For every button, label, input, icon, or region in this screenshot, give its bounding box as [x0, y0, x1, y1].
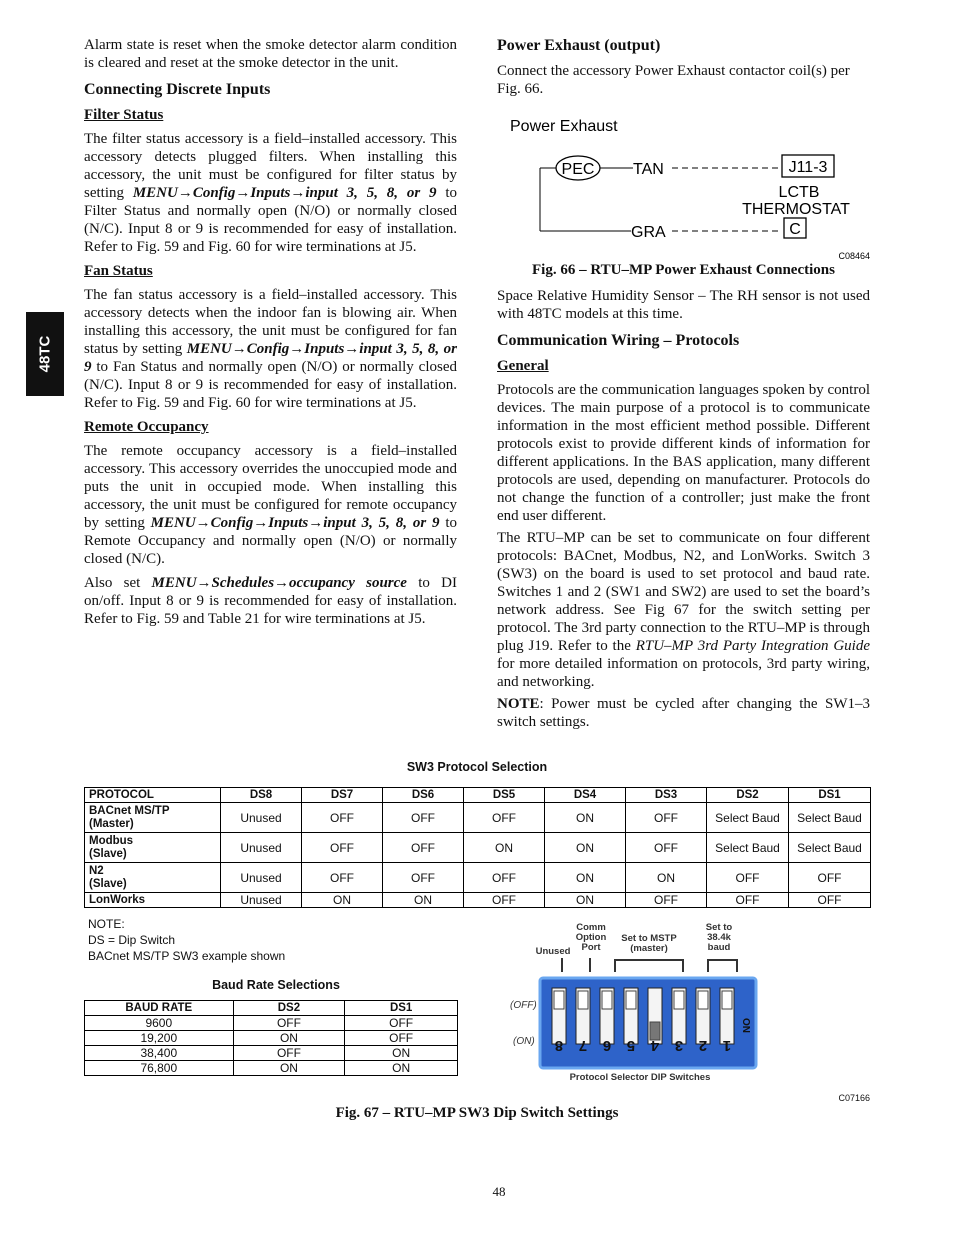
remote-occupancy-paragraph [84, 442, 457, 568]
fig67-caption: Fig. 67 – RTU–MP SW3 Dip Switch Settings [335, 1105, 619, 1121]
sw3-header-row [85, 788, 871, 803]
baud-header-ds1: DS1 [345, 1001, 458, 1016]
baud-header-ds2: DS2 [233, 1001, 345, 1016]
fan-text-b: to Fan Status and normally open (N/O) or normally closed (N/C). Input 8 or 9 is recommended for easy of installation. Refer to Fig. 59 and Fig. 60 for wire terminations at J5. [84, 359, 457, 411]
alarm-paragraph: Alarm state is reset when the smoke detector alarm condition is cleared and reset at the smoke detector in the unit. [84, 37, 457, 71]
baud-body [85, 1016, 458, 1076]
label-set-to-mstp: Set to MSTP (master) [621, 933, 677, 954]
filter-status-heading: Filter Status [84, 107, 164, 123]
table-cell: OFF [707, 863, 789, 893]
dip-switch-row [552, 988, 751, 1054]
occ-text-a: The remote occupancy accessory is a field–installed accessory. This accessory overrides the unoccupied mode and puts the unit in occupied mode. When installing this accessory, the unit must be configured for remote occupancy by setting [84, 443, 457, 531]
label-unused: Unused [535, 946, 571, 957]
fig66-title: Power Exhaust [510, 118, 618, 135]
dip-switch-number: 7 [578, 1037, 588, 1054]
label-set-baud: Set to 38.4k baud [705, 922, 733, 953]
thermostat-label: THERMOSTAT [742, 201, 850, 218]
dip-switch-toggle-5[interactable] [626, 991, 636, 1009]
table-cell: OFF [707, 893, 789, 908]
protocol-name-cell: LonWorks [85, 893, 221, 908]
table-cell: OFF [233, 1046, 345, 1061]
also-text-b: to DI on/off. Input 8 or 9 is recommended for easy of installation. Refer to Fig. 59 and Table 21 for wire terminations at J5. [84, 575, 457, 627]
table-cell: OFF [626, 833, 707, 863]
dip-switch-number: 5 [626, 1037, 636, 1054]
fan-status-heading: Fan Status [84, 263, 153, 279]
baud-header-baud-rate: BAUD RATE [85, 1001, 234, 1016]
table-cell: OFF [233, 1016, 345, 1031]
note-paragraph [497, 695, 870, 731]
gra-label: GRA [631, 224, 666, 241]
dip-switch-toggle-1[interactable] [722, 991, 732, 1009]
sw3-header-ds1: DS1 [789, 788, 871, 803]
table-cell: OFF [302, 863, 383, 893]
filter-text-a: The filter status accessory is a field–installed accessory. This accessory detects plugged filters. When installing this accessory, the unit must be configured for filter status by setting [84, 131, 457, 201]
dip-switch-number: 2 [698, 1037, 708, 1054]
table-cell: OFF [464, 893, 545, 908]
sw3-header-protocol: PROTOCOL [85, 788, 221, 803]
protocol-name-cell: Modbus (Slave) [85, 833, 221, 863]
pec-label: PEC [561, 161, 595, 178]
also-menu-path: MENU→Schedules→occupancy source [151, 575, 407, 591]
dip-switch-number: 1 [722, 1037, 732, 1054]
baud-header-row [85, 1001, 458, 1016]
table-cell: OFF [789, 863, 871, 893]
sw3-title: SW3 Protocol Selection [406, 760, 548, 774]
table-row [85, 1061, 458, 1076]
general-paragraph: Protocols are the communication languages spoken by control devices. The main purpose of a protocol is to communicate information in the most efficient method possible. Different protocols exist to provide different kinds of information for different applications. In the BAS application, many different protocols are used, depending on manufacturer. Protocols do not change the function of a controller; just make the front end user different. [497, 382, 870, 524]
table-cell: OFF [383, 803, 464, 833]
power-exhaust-heading: Power Exhaust (output) [497, 37, 661, 54]
dip-switch-number: 4 [650, 1037, 660, 1054]
table-cell: ON [302, 893, 383, 908]
dip-switch-svg [505, 918, 765, 1088]
dip-on-marker: ON [740, 1018, 751, 1033]
table-cell: ON [545, 803, 626, 833]
sw3-note-ds: DS = Dip Switch [88, 933, 176, 947]
table-cell: ON [626, 863, 707, 893]
table-cell: Select Baud [789, 833, 871, 863]
side-tab-label: 48TC [36, 335, 54, 373]
occ-text-b: to Remote Occupancy and normally open (N/O) or normally closed (N/C). [84, 515, 458, 567]
table-cell: Select Baud [707, 833, 789, 863]
left-column [84, 36, 457, 632]
rtu-text-b: for more detailed information on protocols, 3rd party wiring, and networking. [497, 656, 870, 690]
right-column [497, 36, 870, 102]
table-cell: OFF [626, 803, 707, 833]
sw3-header-ds5: DS5 [464, 788, 545, 803]
general-heading: General [497, 358, 549, 374]
table-cell: ON [383, 893, 464, 908]
fig66-code: C08464 [838, 251, 870, 261]
dip-switch-toggle-6[interactable] [602, 991, 612, 1009]
table-cell: ON [545, 893, 626, 908]
table-cell: ON [233, 1061, 345, 1076]
c-label: C [789, 221, 801, 238]
fig66-diagram [497, 110, 870, 266]
table-cell: Select Baud [707, 803, 789, 833]
dip-bottom-label: Protocol Selector DIP Switches [569, 1072, 711, 1083]
page-number: 48 [492, 1184, 506, 1199]
table-cell: OFF [302, 803, 383, 833]
table-cell: OFF [464, 803, 545, 833]
table-row [85, 893, 871, 908]
sw3-note [88, 916, 285, 964]
dip-bracket-lines [562, 958, 737, 972]
rtu-text-a: The RTU–MP can be set to communicate on four different protocols: BACnet, Modbus, N2, and LonWorks. Switch 3 (SW3) on the board is used to set protocol and baud rate. Switches 1 and 2 (SW1 and SW2) are used to set the board’s network address. See Fig 67 for the switch setting per protocol. The 3rd party connection to the RTU–MP is through plug J19. Refer to the [497, 530, 870, 654]
filter-status-paragraph [84, 130, 457, 256]
sw3-note-label: NOTE: [88, 917, 125, 931]
remote-occupancy-heading: Remote Occupancy [84, 419, 209, 435]
sw3-header-ds3: DS3 [626, 788, 707, 803]
dip-switch-number: 6 [602, 1037, 612, 1054]
j11-label: J11-3 [788, 159, 828, 176]
power-exhaust-wiring-svg [497, 110, 870, 266]
fan-status-paragraph [84, 286, 457, 412]
table-cell: ON [545, 833, 626, 863]
power-exhaust-paragraph: Connect the accessory Power Exhaust contactor coil(s) per Fig. 66. [497, 63, 850, 97]
table-cell: Unused [221, 803, 302, 833]
note-text: : Power must be cycled after changing the SW1–3 switch settings. [497, 696, 870, 730]
off-label: (OFF) [510, 1000, 537, 1011]
right-column-lower [497, 287, 870, 735]
label-comm-option-port: Comm Option Port [575, 922, 607, 953]
sw3-header-ds2: DS2 [707, 788, 789, 803]
rh-sensor-paragraph: Space Relative Humidity Sensor – The RH sensor is not used with 48TC models at this time. [497, 288, 870, 322]
dip-switch-toggle-8[interactable] [554, 991, 564, 1009]
fan-menu-path: MENU→Config→Inputs→input 3, 5, 8, or 9 [84, 341, 457, 375]
sw3-header-ds8: DS8 [221, 788, 302, 803]
fig67-code: C07166 [838, 1093, 870, 1103]
dip-switch-toggle-2[interactable] [698, 991, 708, 1009]
also-text-a: Also set [84, 575, 152, 591]
table-cell: Select Baud [789, 803, 871, 833]
table-cell: OFF [626, 893, 707, 908]
rtu-paragraph [497, 529, 870, 691]
table-cell: 38,400 [85, 1046, 234, 1061]
table-cell: Unused [221, 893, 302, 908]
lctb-label: LCTB [778, 184, 820, 201]
side-tab [26, 312, 64, 396]
table-row [85, 1031, 458, 1046]
fig66-caption: Fig. 66 – RTU–MP Power Exhaust Connections [532, 262, 835, 278]
table-row [85, 833, 871, 863]
table-cell: 9600 [85, 1016, 234, 1031]
filter-text-b: to Filter Status and normally open (N/O) or normally closed (N/C). Input 8 or 9 is recommended for easy of installation. Refer to Fig. 59 and Fig. 60 for wire terminations at J5. [84, 185, 457, 255]
dip-switch-illustration [505, 918, 765, 1088]
table-cell: OFF [302, 833, 383, 863]
table-row [85, 863, 871, 893]
rtu-guide-title: RTU–MP 3rd Party Integration Guide [635, 638, 870, 654]
table-cell: ON [464, 833, 545, 863]
table-cell: 19,200 [85, 1031, 234, 1046]
also-set-paragraph [84, 574, 457, 628]
table-row [85, 803, 871, 833]
table-cell: OFF [383, 863, 464, 893]
table-cell: OFF [789, 893, 871, 908]
table-cell: ON [345, 1061, 458, 1076]
dip-switch-toggle-3[interactable] [674, 991, 684, 1009]
table-cell: OFF [345, 1016, 458, 1031]
baud-table [84, 1000, 458, 1076]
dip-switch-number: 8 [554, 1037, 564, 1054]
occ-menu-path: MENU→Config→Inputs→input 3, 5, 8, or 9 [150, 515, 440, 531]
baud-title: Baud Rate Selections [212, 978, 340, 992]
table-cell: Unused [221, 863, 302, 893]
table-cell: OFF [383, 833, 464, 863]
protocol-name-cell: N2 (Slave) [85, 863, 221, 893]
filter-menu-path: MENU→Config→Inputs→input 3, 5, 8, or 9 [132, 185, 437, 201]
sw3-header-ds6: DS6 [383, 788, 464, 803]
fan-text-a: The fan status accessory is a field–installed accessory. This accessory detects when the indoor fan is blowing air. When installing this accessory, the unit must be configured for fan status by setting [84, 287, 457, 357]
sw3-header-ds4: DS4 [545, 788, 626, 803]
table-cell: ON [233, 1031, 345, 1046]
dip-switch-toggle-7[interactable] [578, 991, 588, 1009]
on-label: (ON) [513, 1036, 535, 1047]
dip-switch-number: 3 [674, 1037, 684, 1054]
sw3-body [85, 803, 871, 908]
sw3-table [84, 787, 871, 908]
note-label: NOTE [497, 696, 540, 712]
table-cell: Unused [221, 833, 302, 863]
sw3-note-example: BACnet MS/TP SW3 example shown [88, 949, 286, 963]
table-cell: OFF [464, 863, 545, 893]
table-cell: OFF [345, 1031, 458, 1046]
table-row [85, 1016, 458, 1031]
sw3-header-ds7: DS7 [302, 788, 383, 803]
tan-label: TAN [633, 161, 664, 178]
protocol-name-cell: BACnet MS/TP (Master) [85, 803, 221, 833]
table-cell: ON [345, 1046, 458, 1061]
table-cell: 76,800 [85, 1061, 234, 1076]
discrete-inputs-heading: Connecting Discrete Inputs [84, 81, 271, 98]
communication-heading: Communication Wiring – Protocols [497, 332, 740, 349]
table-row [85, 1046, 458, 1061]
table-cell: ON [545, 863, 626, 893]
